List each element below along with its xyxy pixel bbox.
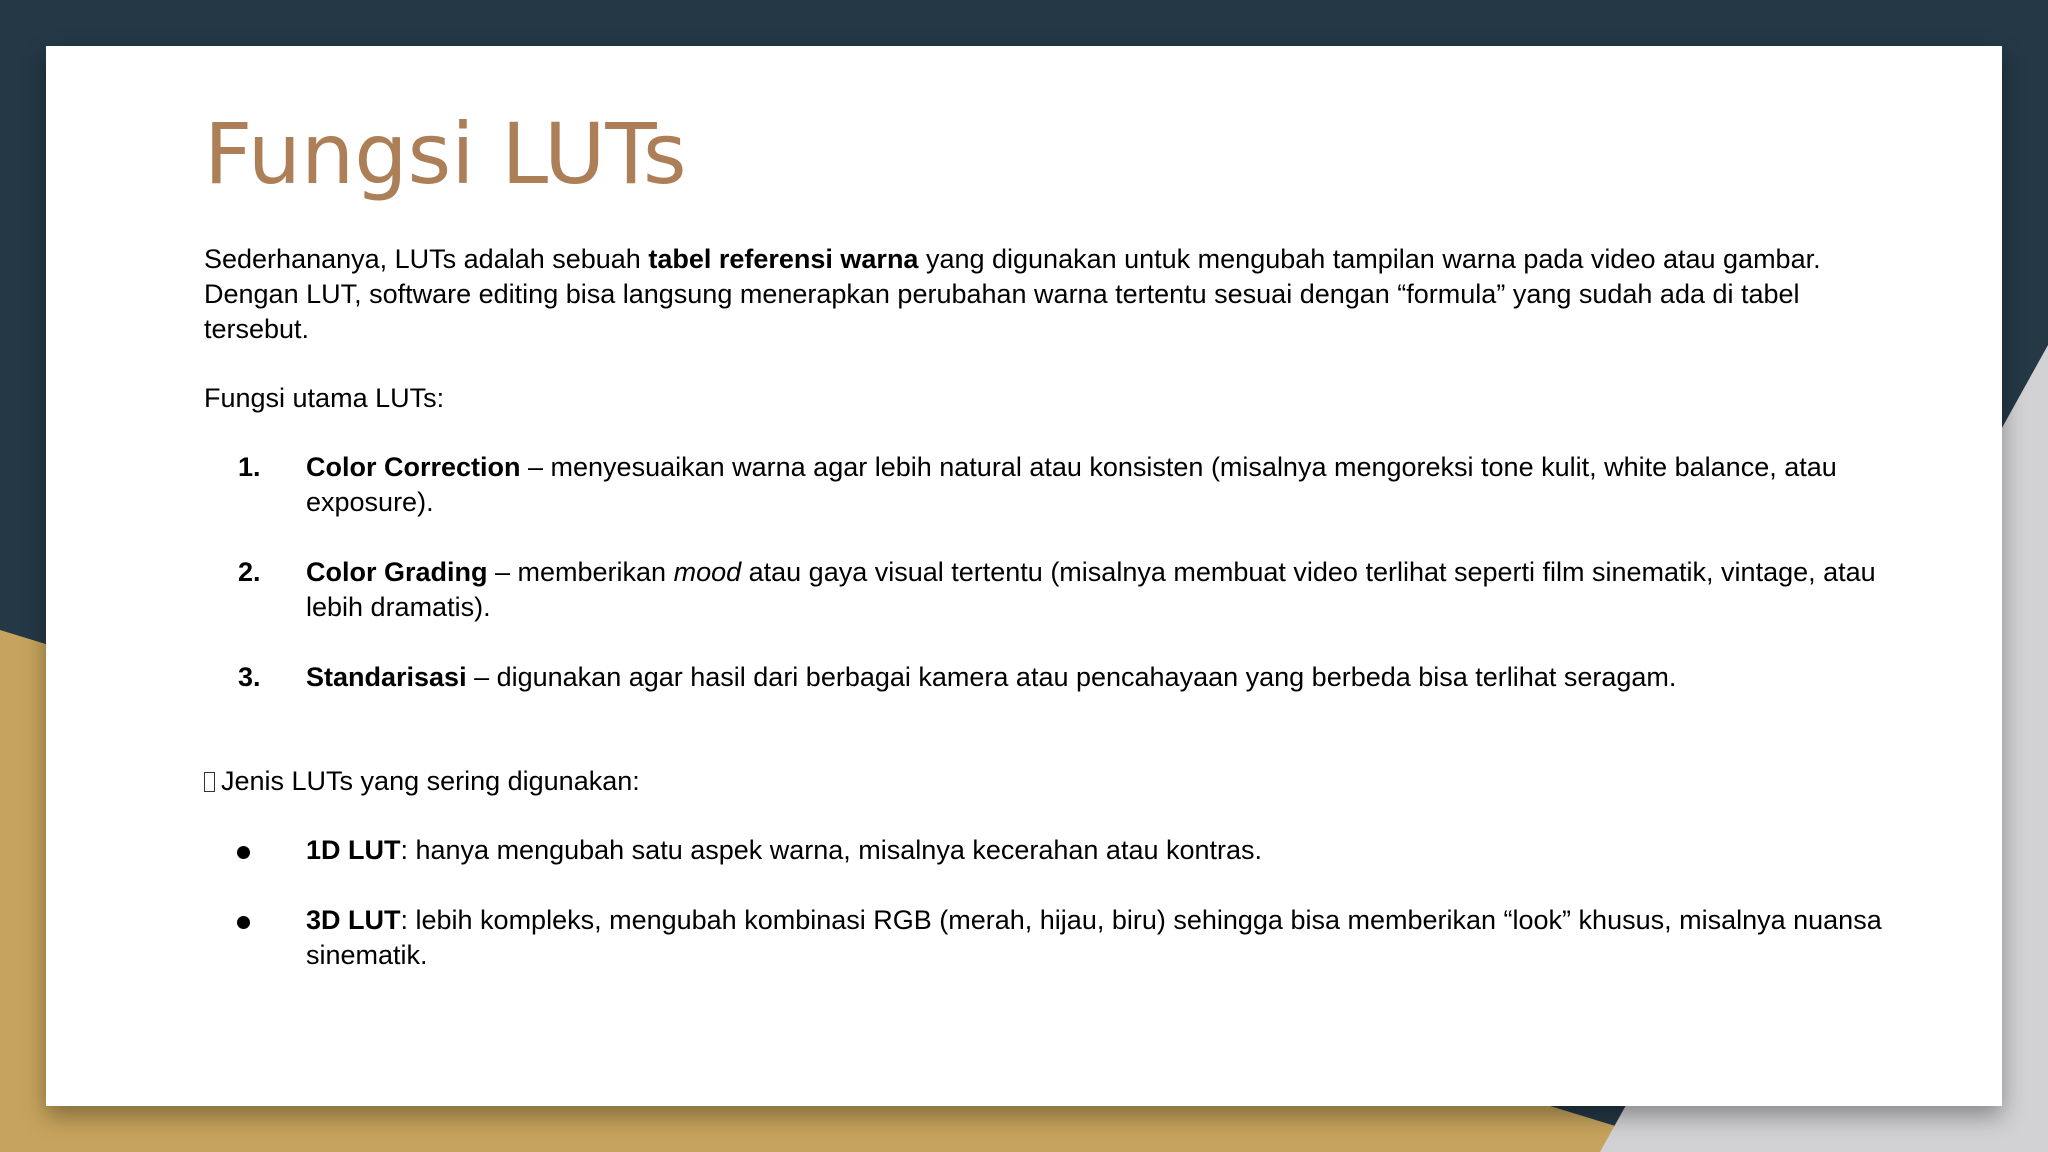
function-description-end: atau gaya visual tertentu (misalnya membuat video terlihat seperti film sinematik, vintage, atau lebih dramatis). [306,557,1876,622]
intro-paragraph [204,242,1884,347]
list-number: 1. [238,452,261,482]
type-term: 1D LUT [306,835,401,865]
bullet-icon [237,916,250,929]
types-heading-text: Jenis LUTs yang sering digunakan: [221,766,640,796]
intro-text-start: Sederhananya, LUTs adalah sebuah [204,244,649,274]
function-description: – menyesuaikan warna agar lebih natural atau konsisten (misalnya mengoreksi tone kulit, white balance, atau exposure). [306,452,1837,517]
functions-list [204,450,1884,695]
list-item [204,833,1884,868]
bullet-icon [237,846,250,859]
intro-bold-term: tabel referensi warna [648,244,919,274]
type-description: : hanya mengubah satu aspek warna, misalnya kecerahan atau kontras. [400,835,1263,865]
list-item [204,660,1884,695]
functions-heading: Fungsi utama LUTs: [204,383,445,413]
function-term: Standarisasi [306,662,467,692]
function-term: Color Correction [306,452,521,482]
function-term: Color Grading [306,557,488,587]
types-heading [204,764,1884,799]
list-number: 2. [238,557,261,587]
intro-text-end: yang digunakan untuk mengubah tampilan warna pada video atau gambar. Dengan LUT, software editing bisa langsung menerapkan perubahan warna tertentu sesuai dengan “formula” yang sudah ada di tabel tersebut. [204,244,1821,344]
list-item [204,450,1884,520]
types-list [204,833,1884,973]
function-italic-word: mood [673,557,742,587]
type-description: : lebih kompleks, mengubah kombinasi RGB (merah, hijau, biru) sehingga bisa memberikan “look” khusus, misalnya nuansa sinematik. [306,905,1882,970]
function-description: – digunakan agar hasil dari berbagai kamera atau pencahayaan yang berbeda bisa terlihat seragam. [466,662,1677,692]
slide-body [204,242,1884,1008]
slide-title: Fungsi LUTs [204,105,687,203]
list-number: 3. [238,662,261,692]
type-term: 3D LUT [306,905,401,935]
slide-content-card [46,46,2002,1106]
list-item [204,555,1884,625]
missing-glyph-icon [204,772,215,792]
function-description-start: – memberikan [487,557,674,587]
list-item [204,903,1884,973]
